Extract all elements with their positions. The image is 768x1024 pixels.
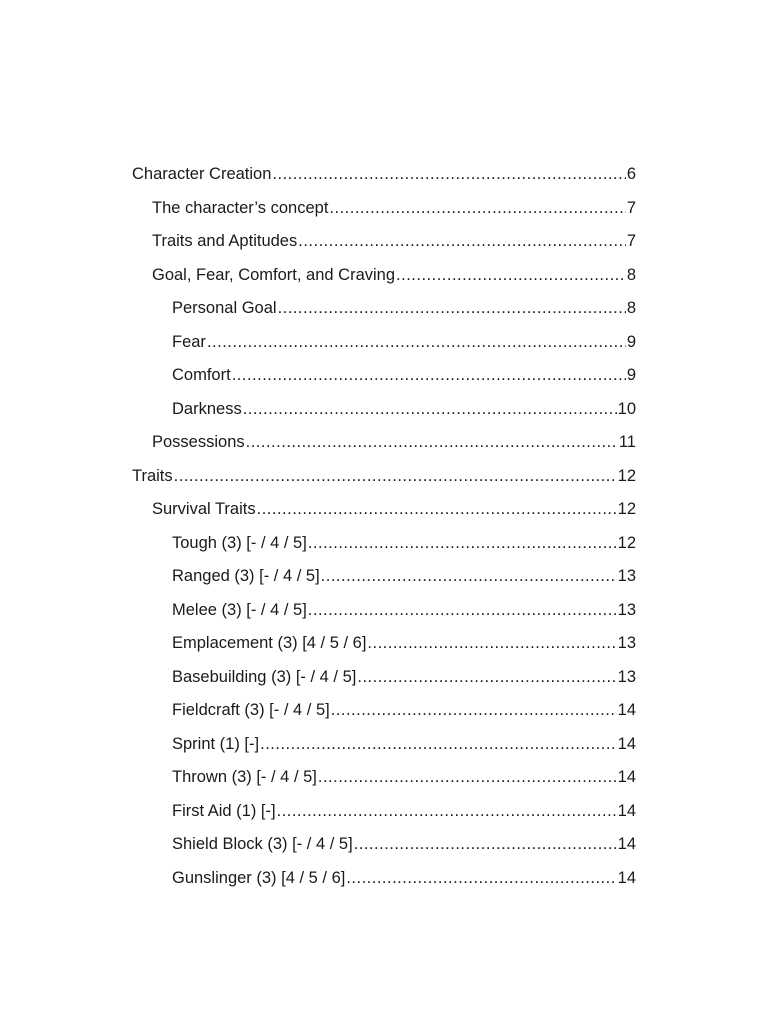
- toc-entry-title: Basebuilding (3) [- / 4 / 5]: [172, 667, 357, 686]
- toc-entry-title: Possessions: [152, 433, 245, 451]
- dot-leader: [232, 359, 626, 393]
- toc-entry-title: Sprint (1) [-]: [172, 734, 260, 753]
- toc-entry-title: First Aid (1) [-]: [172, 801, 276, 820]
- toc-entry-title: Traits and Aptitudes: [152, 232, 298, 250]
- dot-leader: [367, 627, 616, 661]
- dot-leader: [277, 795, 617, 829]
- toc-entry[interactable]: [132, 627, 636, 661]
- toc-entry-title: Melee (3) [- / 4 / 5]: [172, 600, 307, 619]
- dot-leader: [174, 460, 617, 494]
- toc-entry-title: Fear: [172, 332, 206, 351]
- toc-entry-title: Survival Traits: [152, 500, 256, 518]
- toc-entry-page: 13: [617, 634, 636, 652]
- toc-entry-page: 14: [617, 801, 636, 820]
- toc-entry[interactable]: [132, 560, 636, 594]
- toc-entry-page: 10: [617, 399, 636, 418]
- toc-entry[interactable]: [132, 359, 636, 393]
- toc-entry[interactable]: [132, 493, 636, 527]
- toc-entry-page: 14: [617, 868, 636, 887]
- toc-entry-page: 12: [617, 500, 636, 518]
- toc-entry[interactable]: [132, 661, 636, 695]
- dot-leader: [308, 527, 617, 561]
- toc-entry-page: 14: [617, 768, 636, 786]
- toc-entry[interactable]: [132, 158, 636, 192]
- dot-leader: [260, 728, 617, 762]
- toc-entry[interactable]: [132, 527, 636, 561]
- toc-entry-page: 11: [618, 433, 636, 451]
- toc-entry-page: 14: [617, 701, 636, 719]
- dot-leader: [346, 862, 616, 896]
- dot-leader: [278, 292, 626, 326]
- toc-entry[interactable]: [132, 828, 636, 862]
- toc-entry[interactable]: [132, 192, 636, 226]
- dot-leader: [246, 426, 618, 460]
- toc-entry-page: 6: [626, 165, 636, 183]
- toc-entry-page: 12: [617, 466, 636, 485]
- dot-leader: [298, 225, 626, 259]
- toc-entry[interactable]: [132, 594, 636, 628]
- toc-entry-title: Thrown (3) [- / 4 / 5]: [172, 768, 317, 786]
- toc-entry[interactable]: [132, 795, 636, 829]
- toc-entry-title: Personal Goal: [172, 299, 277, 317]
- toc-entry-title: Fieldcraft (3) [- / 4 / 5]: [172, 701, 330, 719]
- dot-leader: [318, 761, 617, 795]
- toc-entry[interactable]: [132, 326, 636, 360]
- toc-entry-title: Character Creation: [132, 165, 272, 183]
- dot-leader: [331, 694, 617, 728]
- dot-leader: [354, 828, 617, 862]
- toc-entry[interactable]: [132, 728, 636, 762]
- toc-entry[interactable]: [132, 761, 636, 795]
- dot-leader: [321, 560, 617, 594]
- toc-entry-page: 12: [617, 533, 636, 552]
- toc-entry[interactable]: [132, 694, 636, 728]
- toc-entry-title: Darkness: [172, 399, 242, 418]
- toc-entry-title: Traits: [132, 466, 173, 485]
- dot-leader: [308, 594, 617, 628]
- toc-entry[interactable]: [132, 426, 636, 460]
- toc-entry-title: Comfort: [172, 366, 231, 384]
- toc-entry-title: Shield Block (3) [- / 4 / 5]: [172, 835, 353, 853]
- table-of-contents: [132, 158, 636, 895]
- toc-entry[interactable]: [132, 292, 636, 326]
- toc-entry-page: 8: [626, 299, 636, 317]
- toc-entry-title: The character’s concept: [152, 198, 329, 217]
- toc-entry-page: 9: [626, 332, 636, 351]
- toc-entry[interactable]: [132, 862, 636, 896]
- dot-leader: [329, 192, 625, 226]
- toc-entry-page: 14: [617, 734, 636, 753]
- toc-entry-title: Emplacement (3) [4 / 5 / 6]: [172, 634, 367, 652]
- toc-entry-page: 13: [617, 600, 636, 619]
- dot-leader: [207, 326, 626, 360]
- toc-entry-title: Goal, Fear, Comfort, and Craving: [152, 265, 396, 284]
- toc-entry-title: Ranged (3) [- / 4 / 5]: [172, 567, 320, 585]
- toc-entry[interactable]: [132, 393, 636, 427]
- toc-entry-page: 9: [626, 366, 636, 384]
- toc-entry-page: 8: [626, 265, 636, 284]
- dot-leader: [357, 661, 616, 695]
- toc-entry-page: 13: [617, 667, 636, 686]
- toc-entry-title: Tough (3) [- / 4 / 5]: [172, 533, 307, 552]
- toc-entry-page: 7: [626, 232, 636, 250]
- toc-entry[interactable]: [132, 259, 636, 293]
- dot-leader: [272, 158, 625, 192]
- dot-leader: [257, 493, 617, 527]
- toc-entry-title: Gunslinger (3) [4 / 5 / 6]: [172, 868, 346, 887]
- toc-entry-page: 14: [617, 835, 636, 853]
- dot-leader: [243, 393, 617, 427]
- toc-entry[interactable]: [132, 460, 636, 494]
- toc-entry-page: 13: [617, 567, 636, 585]
- toc-entry[interactable]: [132, 225, 636, 259]
- toc-entry-page: 7: [626, 198, 636, 217]
- dot-leader: [396, 259, 626, 293]
